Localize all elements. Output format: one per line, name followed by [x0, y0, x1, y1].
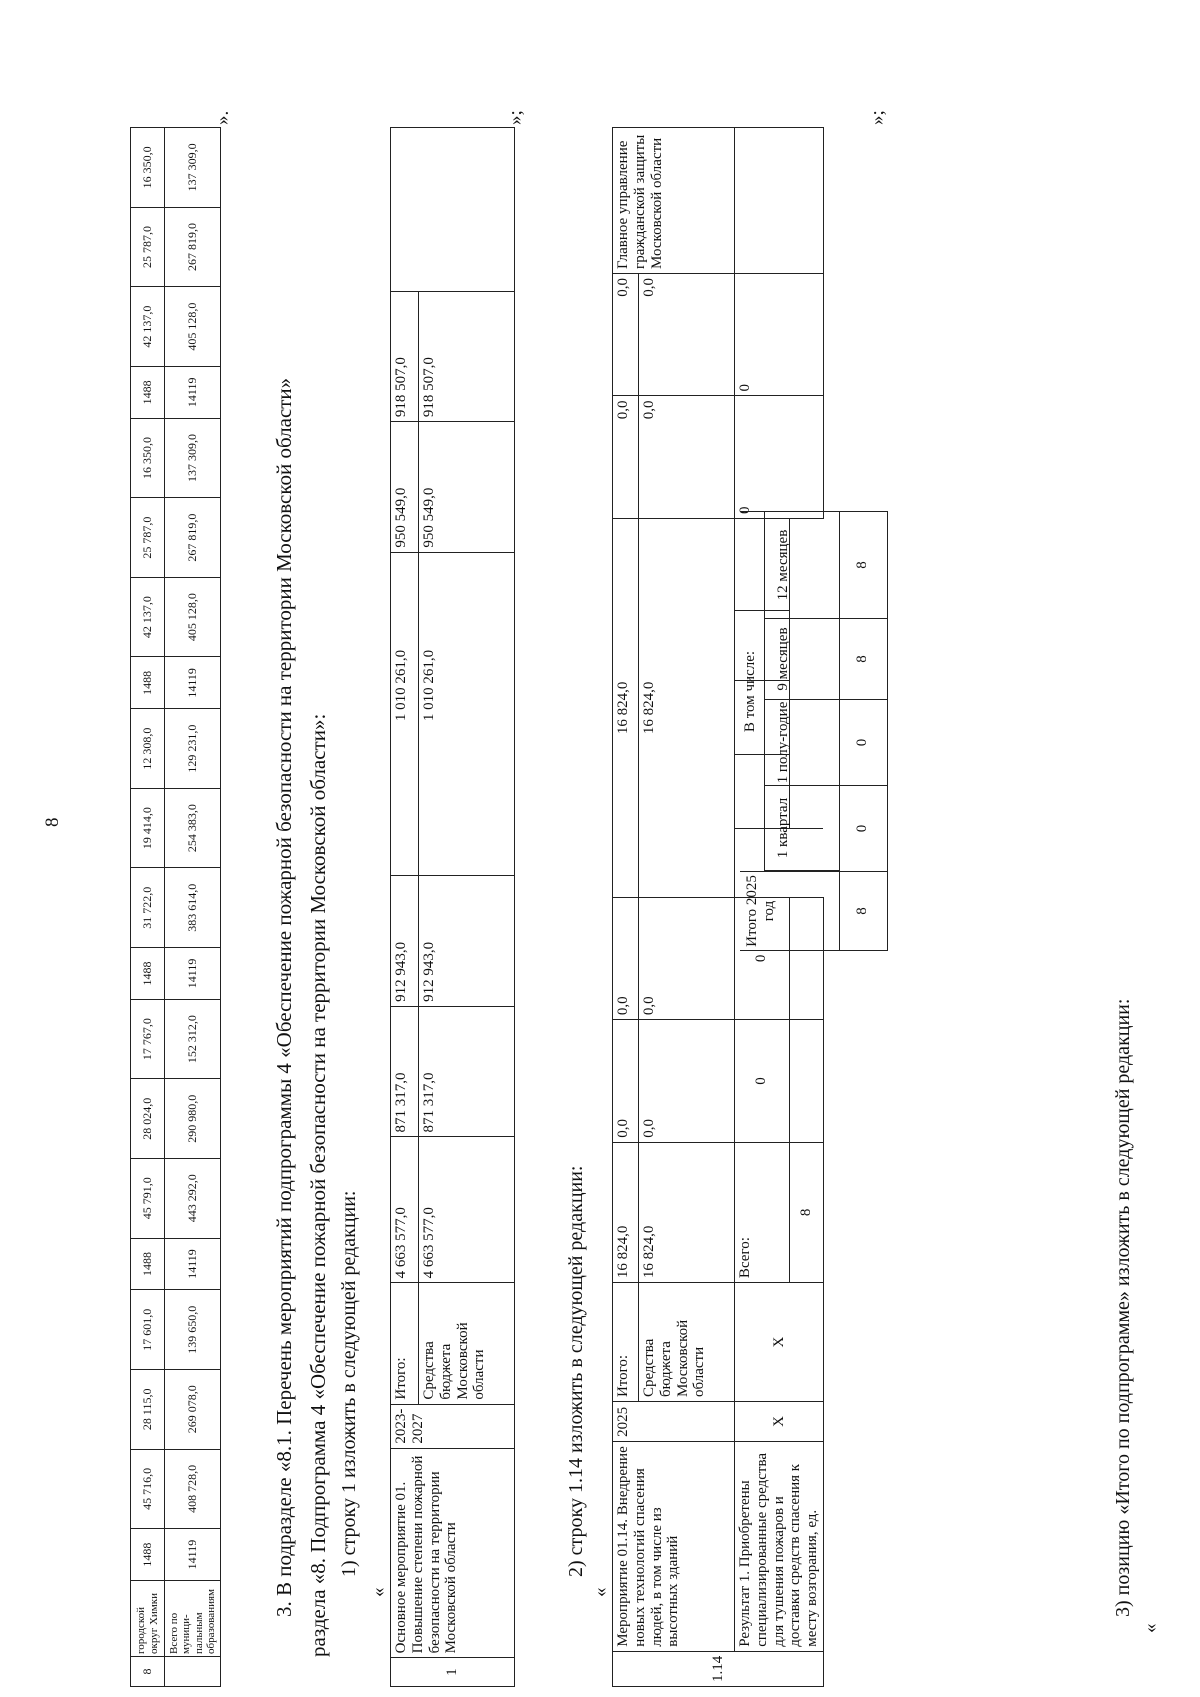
- section3-line1: 3. В подразделе «8.1. Перечень мероприятий подпрограммы 4 «Обеспечение пожарной безопасности на территории Московской области»: [272, 377, 296, 1617]
- result-total: 8: [789, 1142, 823, 1282]
- cell: 14119: [165, 366, 221, 418]
- result-2027: 0: [735, 273, 824, 396]
- spacer: [419, 725, 515, 876]
- cell: 42 137,0: [131, 287, 165, 367]
- result-2026: 0: [735, 396, 824, 519]
- quarter-1-value: 0: [840, 785, 888, 871]
- row-1-table: [390, 127, 515, 1687]
- cell: 14119: [165, 948, 221, 1000]
- twelve-months-value: 8: [840, 511, 888, 618]
- cell: 267 819,0: [165, 498, 221, 578]
- cell: 269 078,0: [165, 1370, 221, 1450]
- total-label: Итого:: [613, 1283, 639, 1402]
- year: 2025: [613, 1402, 735, 1442]
- cell: 17 767,0: [131, 999, 165, 1079]
- source-label: Средства бюджета Московской области: [419, 1283, 515, 1404]
- cell: 1488: [131, 1238, 165, 1290]
- itogo-2025-label: Итого 2025 год: [740, 871, 840, 951]
- row-number: 1: [391, 1658, 515, 1687]
- sub-item-3: 3) позицию «Итого по подпрограмме» изложить в следующей редакции:: [1112, 998, 1134, 1617]
- cell: 129 231,0: [165, 709, 221, 789]
- cell: 31 722,0: [131, 868, 165, 948]
- source-2024: 0,0: [639, 897, 735, 1020]
- source-2025: 1 010 261,0: [419, 552, 515, 725]
- table-row: [613, 128, 639, 1687]
- spacer: [391, 725, 419, 876]
- page-number: 8: [42, 817, 63, 827]
- quarter-breakdown: [740, 511, 888, 951]
- cell: 1488: [131, 657, 165, 709]
- cell: 16 350,0: [131, 128, 165, 208]
- activity-name: Мероприятие 01.14. Внедрение новых технологий спасения людей, в том числе из высотных зданий: [613, 1441, 735, 1651]
- open-quote: «: [1140, 1623, 1161, 1633]
- cell: 19 414,0: [131, 788, 165, 868]
- value-2023: 871 317,0: [391, 1006, 419, 1137]
- row-number: [165, 1657, 221, 1687]
- cell: 25 787,0: [131, 498, 165, 578]
- value-2027: 918 507,0: [391, 291, 419, 422]
- cell: 405 128,0: [165, 287, 221, 367]
- total-value: 4 663 577,0: [391, 1137, 419, 1283]
- cell: 17 601,0: [131, 1290, 165, 1370]
- sub-item-1: 1) строку 1 изложить в следующей редакции:: [338, 1190, 360, 1577]
- value-2025: 16 824,0: [613, 519, 639, 898]
- cell: 408 728,0: [165, 1449, 221, 1529]
- cell: 254 383,0: [165, 788, 221, 868]
- sub-item-2: 2) строку 1.14 изложить в следующей редакции:: [565, 1165, 587, 1577]
- source-2025: 16 824,0: [639, 519, 735, 898]
- twelve-months-label: 12 месяцев: [764, 511, 840, 618]
- source-2026: 0,0: [639, 396, 735, 519]
- half-year-label: 1 полу-годие: [764, 699, 840, 785]
- result-2023-lower: [789, 1020, 823, 1143]
- row-name: Всего по муници-пальным образованиям: [165, 1581, 221, 1657]
- value-2024: 912 943,0: [391, 876, 419, 1007]
- total-label: Итого:: [391, 1283, 419, 1404]
- source-2027: 918 507,0: [419, 291, 515, 422]
- cell: 152 312,0: [165, 999, 221, 1079]
- v-tom-chisle-label: В том числе:: [740, 511, 764, 871]
- result-years-x: Х: [735, 1402, 824, 1442]
- executor: [391, 128, 515, 292]
- value-2025: 1 010 261,0: [391, 552, 419, 725]
- cell: 14119: [165, 1238, 221, 1290]
- source-2027: 0,0: [639, 273, 735, 396]
- total-value: 16 824,0: [613, 1142, 639, 1282]
- source-label: Средства бюджета Московской области: [639, 1283, 735, 1402]
- result-2024: 0: [735, 897, 790, 1020]
- cell: 28 024,0: [131, 1079, 165, 1159]
- source-total: 16 824,0: [639, 1142, 735, 1282]
- value-2027: 0,0: [613, 273, 639, 396]
- open-quote: «: [368, 1587, 389, 1597]
- source-2026: 950 549,0: [419, 422, 515, 553]
- quarter-1-label: 1 квартал: [764, 785, 840, 871]
- table-row: [391, 128, 419, 1687]
- cell: 16 350,0: [131, 418, 165, 498]
- cell: 45 791,0: [131, 1159, 165, 1239]
- nine-months-value: 8: [840, 618, 888, 699]
- result-executor: [735, 128, 824, 274]
- cell: 14119: [165, 1529, 221, 1581]
- source-2024: 912 943,0: [419, 876, 515, 1007]
- years: 2023-2027: [391, 1404, 515, 1448]
- cell: 267 819,0: [165, 207, 221, 287]
- vsego-label: Всего:: [735, 1142, 790, 1282]
- cell: 1488: [131, 1529, 165, 1581]
- cell: 25 787,0: [131, 207, 165, 287]
- cell: 1488: [131, 366, 165, 418]
- source-total: 4 663 577,0: [419, 1137, 515, 1283]
- cell: 45 716,0: [131, 1449, 165, 1529]
- result-label: Результат 1. Приобретены специализированные средства для тушения пожаров и доставки средств спасения к месту возгорания, ед.: [735, 1441, 824, 1651]
- cell: 137 309,0: [165, 418, 221, 498]
- cell: 137 309,0: [165, 128, 221, 208]
- value-2026: 950 549,0: [391, 422, 419, 553]
- source-2023: 0,0: [639, 1020, 735, 1143]
- top-table: [130, 127, 221, 1687]
- end-quote: ».: [212, 110, 233, 125]
- value-2023: 0,0: [613, 1020, 639, 1143]
- row-number: 1.14: [613, 1651, 824, 1686]
- row-name: городской округ Химки: [131, 1581, 165, 1657]
- result-source-x: Х: [735, 1283, 824, 1402]
- end-quote: »;: [867, 110, 888, 125]
- source-2023: 871 317,0: [419, 1006, 515, 1137]
- end-quote: »;: [505, 110, 526, 125]
- value-2026: 0,0: [613, 396, 639, 519]
- executor: Главное управление гражданской защиты Московской области: [613, 128, 735, 274]
- cell: 139 650,0: [165, 1290, 221, 1370]
- cell: 290 980,0: [165, 1079, 221, 1159]
- itogo-2025-value: 8: [840, 871, 888, 951]
- activity-name: Основное мероприятие 01. Повышение степени пожарной безопасности на территории Московской области: [391, 1448, 515, 1658]
- table-row: [131, 128, 165, 1687]
- cell: 14119: [165, 657, 221, 709]
- cell: 383 614,0: [165, 868, 221, 948]
- cell: 405 128,0: [165, 577, 221, 657]
- half-year-value: 0: [840, 699, 888, 785]
- cell: 1488: [131, 948, 165, 1000]
- section3-line2: раздела «8. Подпрограмма 4 «Обеспечение пожарной безопасности на территории Московской области»:: [306, 713, 330, 1657]
- result-2023: 0: [735, 1020, 790, 1143]
- table-row: [165, 128, 221, 1687]
- cell: 28 115,0: [131, 1370, 165, 1450]
- cell: 443 292,0: [165, 1159, 221, 1239]
- cell: 42 137,0: [131, 577, 165, 657]
- value-2024: 0,0: [613, 897, 639, 1020]
- nine-months-label: 9 месяцев: [764, 618, 840, 699]
- open-quote: «: [590, 1587, 611, 1597]
- row-number: 8: [131, 1657, 165, 1687]
- cell: 12 308,0: [131, 709, 165, 789]
